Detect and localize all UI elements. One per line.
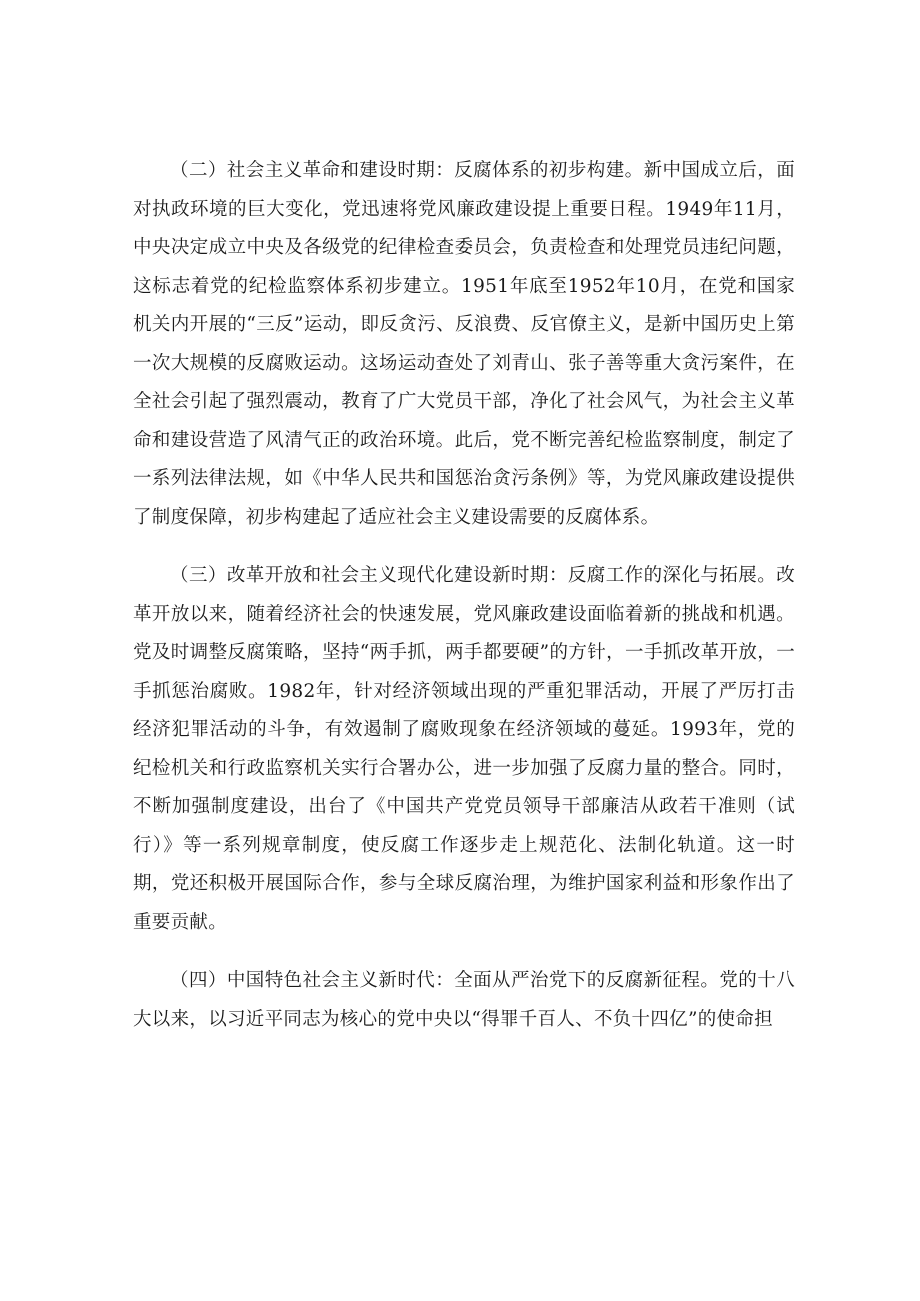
document-body: [133, 152, 795, 1039]
paragraph-new-era-period: （四）中国特色社会主义新时代：全面从严治党下的反腐新征程。党的十八大以来，以习近平同志为核心的党中央以“得罪千百人、不负十四亿”的使命担: [133, 970, 795, 1030]
paragraph-reform-opening-period: （三）改革开放和社会主义现代化建设新时期：反腐工作的深化与拓展。改革开放以来，随着经济社会的快速发展，党风廉政建设面临着新的挑战和机遇。党及时调整反腐策略，坚持“两手抓，两手都要硬”的方针，一手抓改革开放，一手抓惩治腐败。1982年，针对经济领域出现的严重犯罪活动，开展了严厉打击经济犯罪活动的斗争，有效遏制了腐败现象在经济领域的蔓延。1993年，党的纪检机关和行政监察机关实行合署办公，进一步加强了反腐力量的整合。同时，不断加强制度建设，出台了《中国共产党党员领导干部廉洁从政若干准则（试行）》等一系列规章制度，使反腐工作逐步走上规范化、法制化轨道。这一时期，党还积极开展国际合作，参与全球反腐治理，为维护国家利益和形象作出了重要贡献。: [133, 565, 795, 933]
paragraph-socialist-revolution-period: （二）社会主义革命和建设时期：反腐体系的初步构建。新中国成立后，面对执政环境的巨大变化，党迅速将党风廉政建设提上重要日程。1949年11月，中央决定成立中央及各级党的纪律检查委员会，负责检查和处理党员违纪问题，这标志着党的纪检监察体系初步建立。1951年底至1952年10月，在党和国家机关内开展的“三反”运动，即反贪污、反浪费、反官僚主义，是新中国历史上第一次大规模的反腐败运动。这场运动查处了刘青山、张子善等重大贪污案件，在全社会引起了强烈震动，教育了广大党员干部，净化了社会风气，为社会主义革命和建设营造了风清气正的政治环境。此后，党不断完善纪检监察制度，制定了一系列法律法规，如《中华人民共和国惩治贪污条例》等，为党风廉政建设提供了制度保障，初步构建起了适应社会主义建设需要的反腐体系。: [133, 160, 795, 528]
